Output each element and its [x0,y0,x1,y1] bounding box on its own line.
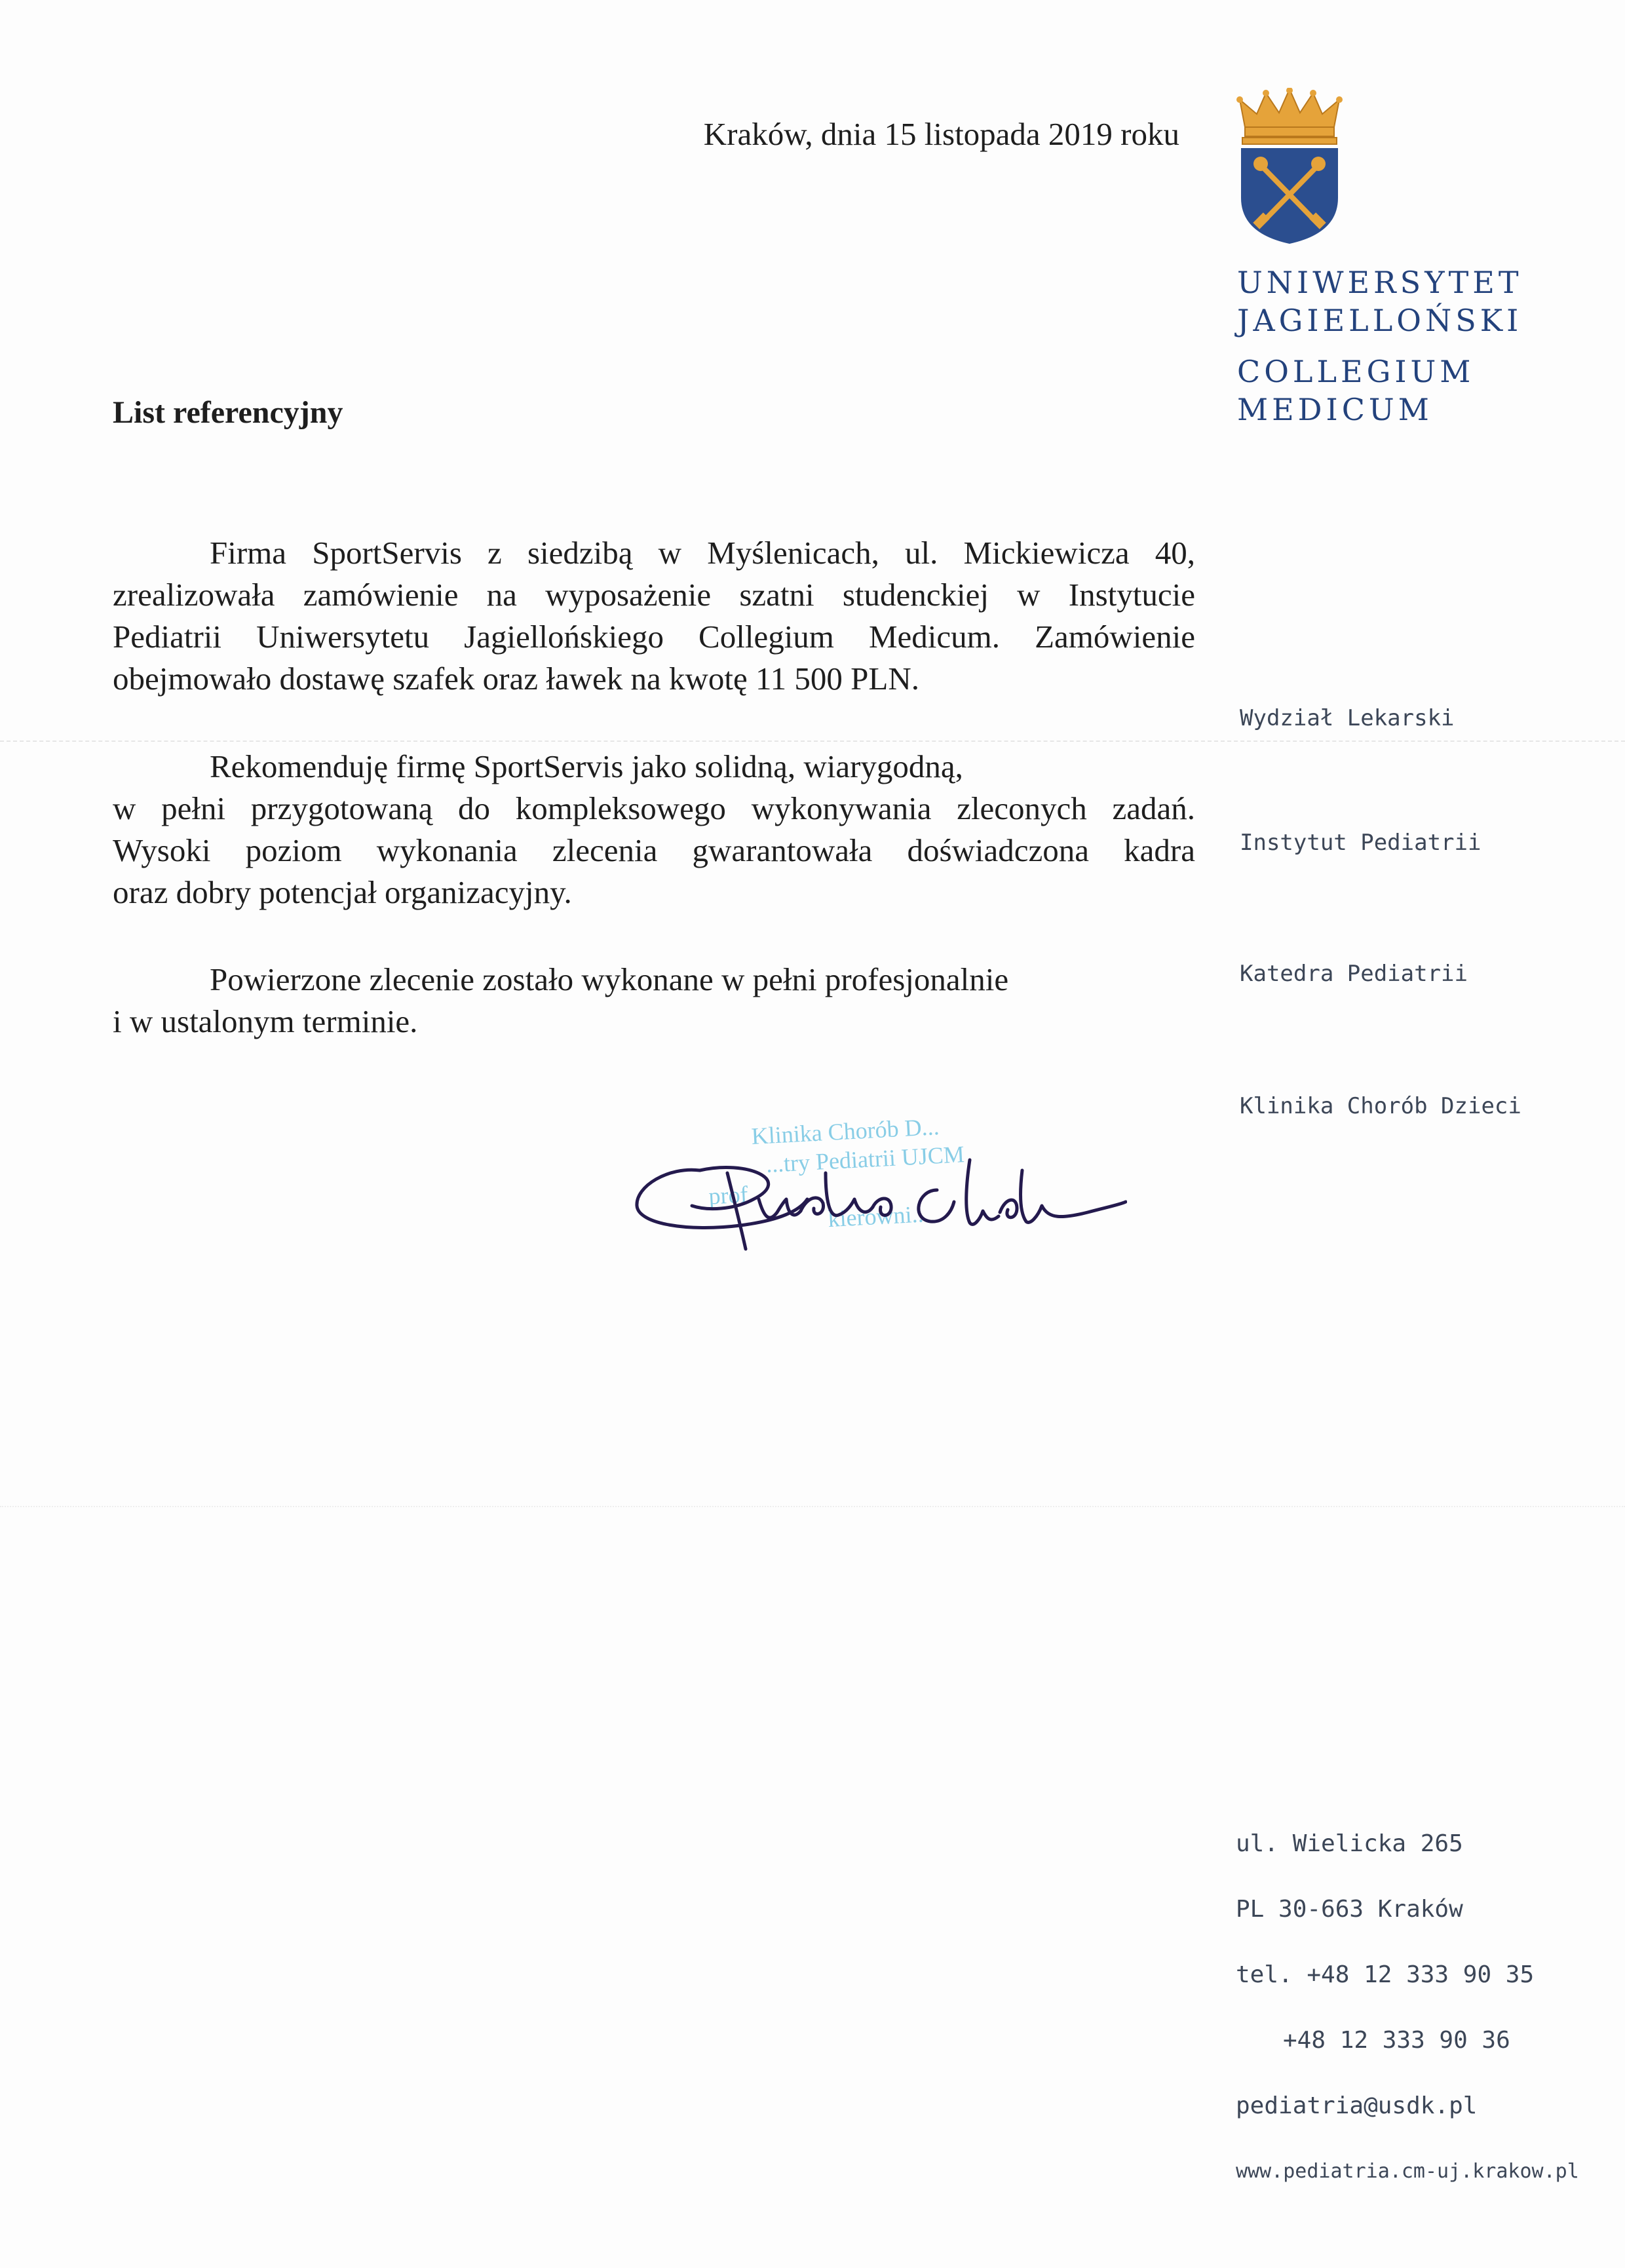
contact-street: ul. Wielicka 265 [1236,1830,1463,1857]
college-name: COLLEGIUM MEDICUM [1237,354,1475,427]
paragraph-line: zrealizowała zamówienie na wyposażenie szatni studenckiej w Instytucie [113,577,1195,613]
paragraph-1 [113,532,1195,700]
letter-date: Kraków, dnia 15 listopada 2019 roku [703,116,1179,152]
paragraph-line: obejmowało dostawę szafek oraz ławek na kwotę 11 500 PLN. [113,661,919,697]
stamp-line: ...try Pediatrii UJCM [765,1141,965,1178]
contact-email[interactable]: pediatria@usdk.pl [1236,2092,1478,2119]
paper-fold-line [0,740,1625,742]
paragraph-line: Powierzone zlecenie zostało wykonane w pełni profesjonalnie [210,961,1009,997]
stamp-line: prof. [708,1180,755,1210]
department-chair: Katedra Pediatrii [1240,961,1468,987]
contact-website[interactable]: www.pediatria.cm-uj.krakow.pl [1236,2160,1579,2183]
paragraph-line: oraz dobry potencjał organizacyjny. [113,874,572,910]
paragraph-line: Firma SportServis z siedzibą w Myślenicach, ul. Mickiewicza 40, [210,535,1195,571]
paragraph-2 [113,746,1195,913]
handwritten-signature [629,1134,1127,1258]
paragraph-line: w pełni przygotowaną do kompleksowego wykonywania zleconych zadań. [113,790,1195,826]
department-clinic: Klinika Chorób Dzieci [1240,1093,1521,1119]
stamp-line: Klinika Chorób D... [750,1113,940,1150]
department-institute: Instytut Pediatrii [1240,830,1482,856]
contact-phone-2: +48 12 333 90 36 [1283,2027,1510,2054]
department-faculty: Wydział Lekarski [1240,705,1455,731]
paragraph-line: Wysoki poziom wykonania zlecenia gwarantowała doświadczona kadra [113,832,1195,868]
paragraph-3 [113,959,1195,1043]
university-name: UNIWERSYTET JAGIELLOŃSKI [1237,265,1523,338]
contact-city: PL 30-663 Kraków [1236,1896,1463,1923]
stamp-line: kierowni... [827,1201,930,1233]
paragraph-line: Rekomenduję firmę SportServis jako solidną, wiarygodną, [210,748,963,784]
paper-fold-line [0,1506,1625,1507]
paragraph-line: Pediatrii Uniwersytetu Jagiellońskiego Collegium Medicum. Zamówienie [113,619,1195,655]
university-crest-logo [1236,88,1343,245]
contact-phone-1: tel. +48 12 333 90 35 [1236,1961,1535,1988]
letter-title: List referencyjny [113,395,343,430]
paragraph-line: i w ustalonym terminie. [113,1003,418,1039]
